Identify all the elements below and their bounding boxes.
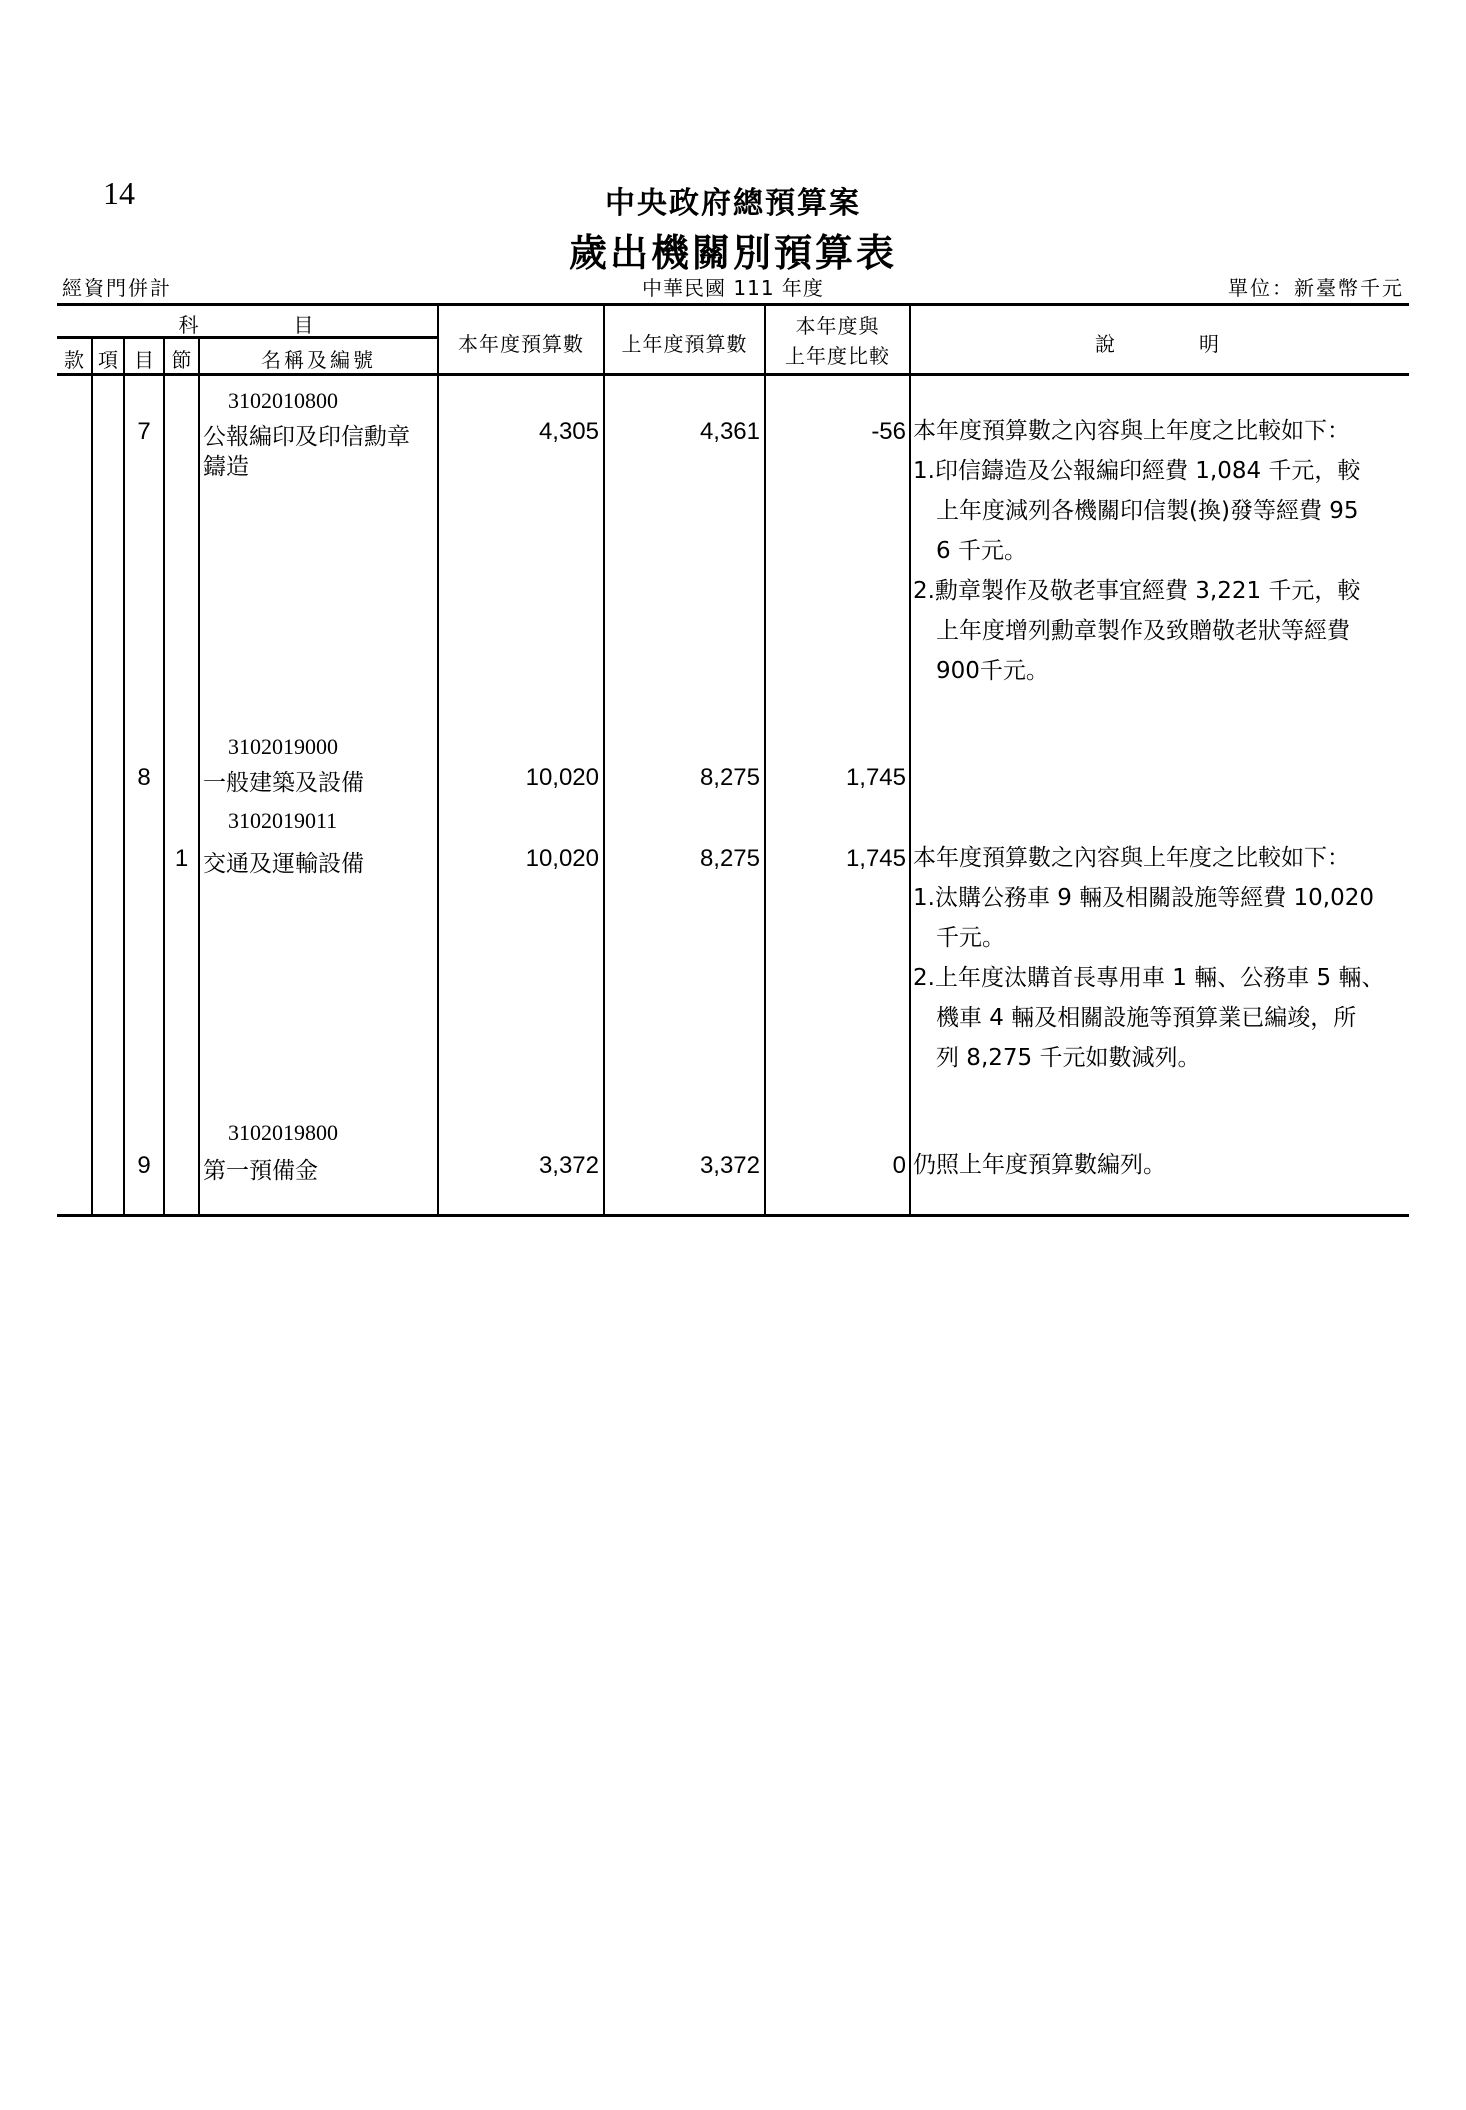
explanation [913,838,1384,1078]
header-jie: 節 [171,348,192,372]
unit-caption: 單位：新臺幣千元 [1228,276,1404,300]
header-comparison-line2: 上年度比較 [785,344,890,368]
header-comparison-line1: 本年度與 [795,314,880,338]
explanation-line: 900千元。 [913,658,1049,684]
explanation-line: 1.汰購公務車 9 輛及相關設施等經費 10,020 [913,885,1374,911]
current-budget: 10,020 [525,845,599,872]
table-bottom-rule [57,1214,1409,1217]
explanation-line: 2.勳章製作及敬老事宜經費 3,221 千元，較 [913,578,1361,604]
mu-number: 7 [137,418,151,445]
fiscal-year-caption: 中華民國 111 年度 [642,276,824,300]
header-kuan: 款 [64,348,84,372]
item-name-cont: 鑄造 [203,454,249,480]
jie-number: 1 [174,845,189,872]
header-name-code: 名稱及編號 [261,348,376,372]
explanation-line: 上年度增列勳章製作及致贈敬老狀等經費 [913,618,1350,644]
explanation-line: 上年度減列各機關印信製(換)發等經費 95 [913,498,1359,524]
explanation-line: 本年度預算數之內容與上年度之比較如下： [913,845,1350,871]
explanation [913,411,1360,691]
item-name: 一般建築及設備 [203,770,364,796]
previous-budget: 8,275 [699,764,760,791]
header-bottom-rule [57,373,1409,376]
table-title: 歲出機關別預算表 [568,231,897,275]
explanation-line: 千元。 [913,925,1005,951]
explanation-line: 2.上年度汰購首長專用車 1 輛、公務車 5 輛、 [913,965,1385,991]
header-xiang: 項 [98,348,118,372]
current-budget: 3,372 [538,1152,599,1179]
document-title: 中央政府總預算案 [605,186,861,221]
table-top-rule [57,303,1409,306]
header-mu: 目 [134,348,154,372]
previous-budget: 3,372 [699,1152,760,1179]
header-previous-budget: 上年度預算數 [621,332,748,356]
explanation-line: 機車 4 輛及相關設施等預算業已編竣，所 [913,1005,1357,1031]
explanation [913,1145,1166,1185]
col-divider [91,338,93,1215]
col-divider [198,338,200,1215]
explanation-line: 1.印信鑄造及公報編印經費 1,084 千元，較 [913,458,1361,484]
explanation-line: 仍照上年度預算數編列。 [913,1152,1166,1178]
header-subject: 科 目 [178,313,317,337]
budget-difference: 0 [892,1152,906,1179]
current-budget: 4,305 [538,418,599,445]
header-explanation: 說 明 [1095,332,1225,356]
current-budget: 10,020 [525,764,599,791]
category-caption: 經資門併計 [62,276,172,300]
previous-budget: 4,361 [699,418,760,445]
col-divider [909,305,911,1215]
previous-budget: 8,275 [699,845,760,872]
explanation-line: 6 千元。 [913,538,1027,564]
page-number: 14 [103,175,135,211]
item-name: 交通及運輸設備 [203,851,364,877]
item-code: 3102010800 [228,388,338,413]
header-current-budget: 本年度預算數 [458,332,584,356]
budget-difference: 1,745 [845,764,906,791]
mu-number: 9 [137,1152,151,1179]
explanation-line: 本年度預算數之內容與上年度之比較如下： [913,418,1350,444]
col-divider [163,338,165,1215]
item-code: 3102019011 [228,808,338,833]
explanation-line: 列 8,275 千元如數減列。 [913,1045,1201,1071]
item-code: 3102019800 [228,1120,338,1145]
item-code: 3102019000 [228,734,338,759]
budget-difference: 1,745 [845,845,906,872]
budget-difference: -56 [871,418,906,445]
item-name: 公報編印及印信勳章 [203,424,410,450]
item-name: 第一預備金 [203,1158,318,1184]
mu-number: 8 [137,764,151,791]
